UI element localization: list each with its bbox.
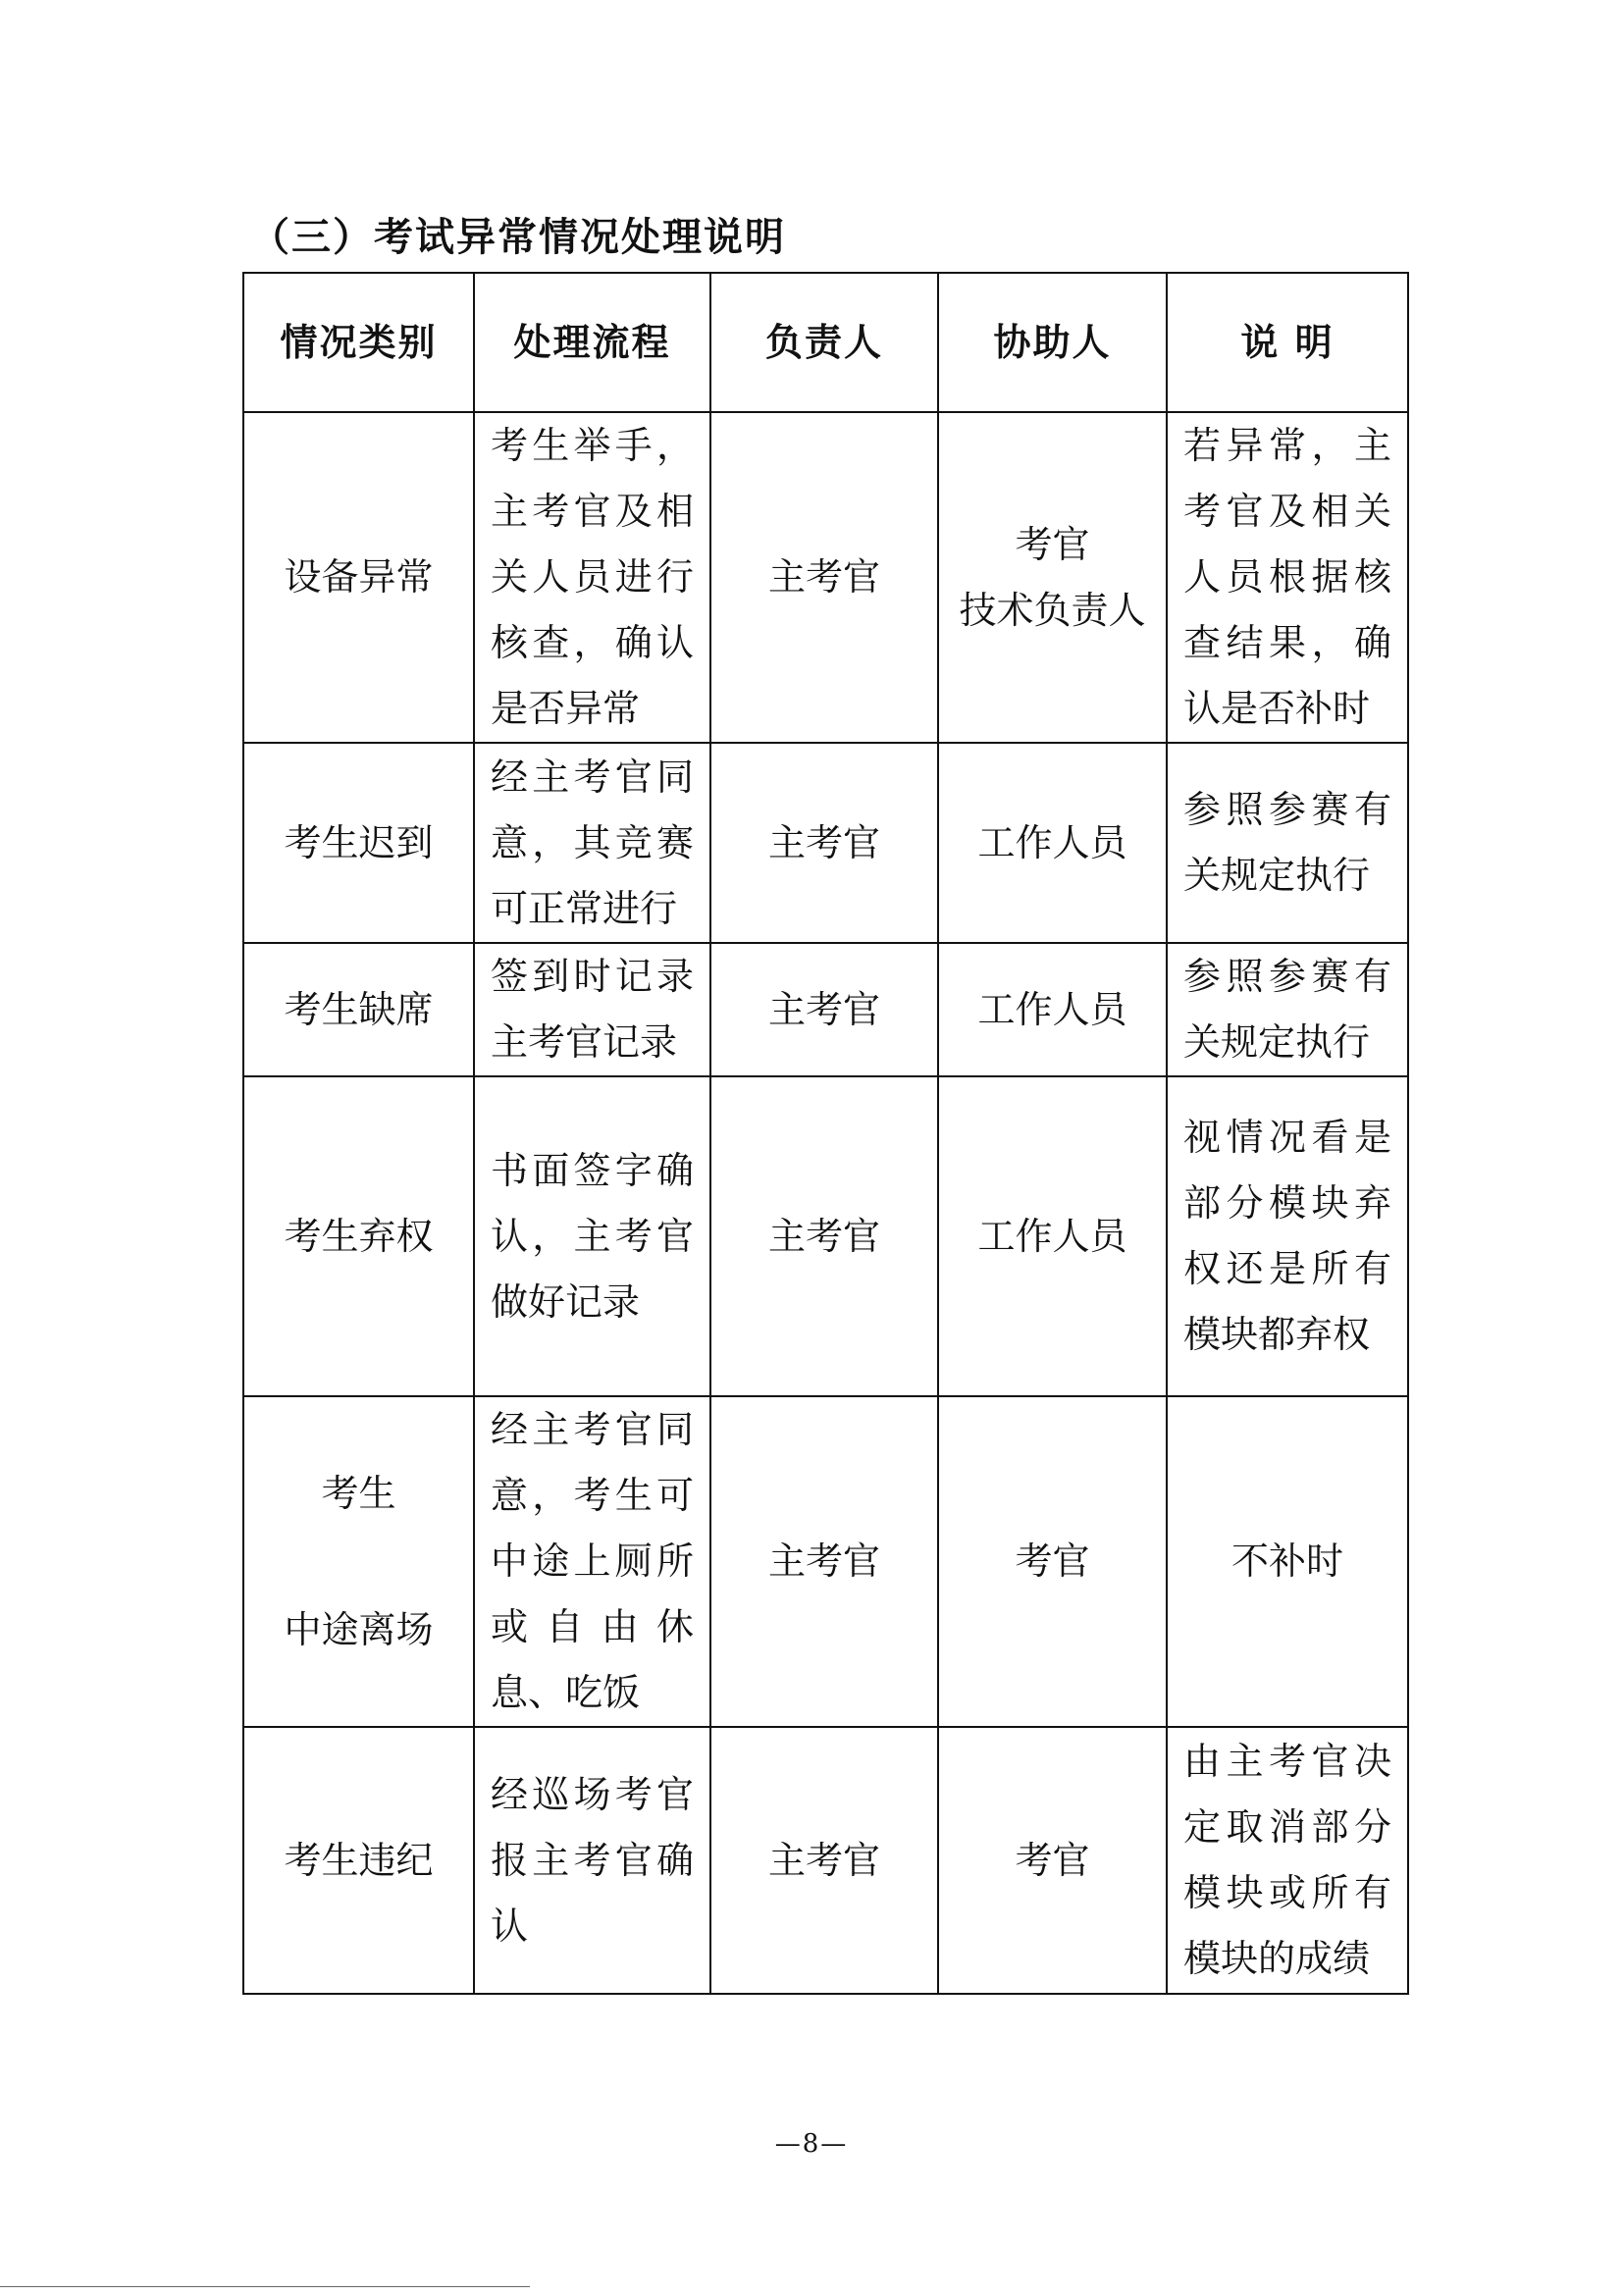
table-row	[243, 1727, 1408, 1994]
cell-category: 考生违纪	[243, 1727, 474, 1994]
table-header-row	[243, 273, 1408, 412]
table-row	[243, 412, 1408, 743]
cell-note: 若异常，主 考官及相关 人员根据核 查结果，确 认是否补时	[1167, 412, 1408, 743]
cell-owner: 主考官	[710, 943, 938, 1076]
cell-note: 参照参赛有 关规定执行	[1167, 943, 1408, 1076]
header-helper: 协助人	[938, 273, 1167, 412]
table-row	[243, 1396, 1408, 1727]
section-heading: （三）考试异常情况处理说明	[250, 215, 786, 260]
table-row	[243, 1076, 1408, 1396]
cell-process: 书面签字确 认，主考官 做好记录	[474, 1076, 710, 1396]
cell-process: 考生举手， 主考官及相 关人员进行 核查，确认 是否异常	[474, 412, 710, 743]
cell-owner: 主考官	[710, 743, 938, 943]
cell-note: 不补时	[1167, 1396, 1408, 1727]
cell-owner: 主考官	[710, 412, 938, 743]
header-process: 处理流程	[474, 273, 710, 412]
cell-helper: 工作人员	[938, 743, 1167, 943]
cell-owner: 主考官	[710, 1396, 938, 1727]
cell-process: 经巡场考官 报主考官确 认	[474, 1727, 710, 1994]
cell-helper: 工作人员	[938, 1076, 1167, 1396]
table-row	[243, 743, 1408, 943]
header-owner: 负责人	[710, 273, 938, 412]
page-number: —8—	[774, 2129, 849, 2159]
cell-note: 视情况看是 部分模块弃 权还是所有 模块都弃权	[1167, 1076, 1408, 1396]
cell-category: 考生缺席	[243, 943, 474, 1076]
cell-helper: 考官	[938, 1396, 1167, 1727]
cell-category: 考生弃权	[243, 1076, 474, 1396]
cell-category: 考生 中途离场	[243, 1396, 474, 1727]
cell-process: 经主考官同 意，其竞赛 可正常进行	[474, 743, 710, 943]
cell-category: 考生迟到	[243, 743, 474, 943]
cell-helper: 考官 技术负责人	[938, 412, 1167, 743]
cell-category: 设备异常	[243, 412, 474, 743]
cell-process: 签到时记录 主考官记录	[474, 943, 710, 1076]
cell-owner: 主考官	[710, 1727, 938, 1994]
cell-process: 经主考官同 意，考生可 中途上厕所 或自由休 息、吃饭	[474, 1396, 710, 1727]
cell-helper: 工作人员	[938, 943, 1167, 1076]
cell-note: 由主考官决 定取消部分 模块或所有 模块的成绩	[1167, 1727, 1408, 1994]
cell-note: 参照参赛有 关规定执行	[1167, 743, 1408, 943]
table-row	[243, 943, 1408, 1076]
header-category: 情况类别	[243, 273, 474, 412]
cell-owner: 主考官	[710, 1076, 938, 1396]
cell-helper: 考官	[938, 1727, 1167, 1994]
footer-rule	[0, 2286, 530, 2287]
header-note: 说 明	[1167, 273, 1408, 412]
exception-handling-table	[242, 272, 1409, 1995]
